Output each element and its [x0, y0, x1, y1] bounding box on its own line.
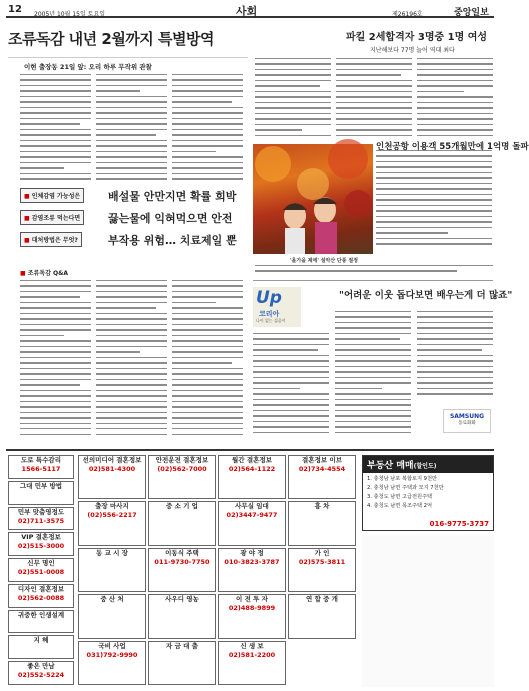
realestate-items	[363, 473, 493, 513]
classified-ad-phone: 02)734-4554	[298, 465, 346, 473]
qa-col-1	[20, 280, 91, 438]
classified-ad-phone: 02)552-5224	[17, 671, 65, 680]
lead-body-col-3	[172, 74, 243, 182]
promo-col-2	[335, 311, 411, 437]
classified-ad-title: 월간 결혼정보	[232, 456, 272, 464]
lead-body-col-1	[20, 74, 91, 182]
edition-number: 제26196호	[392, 11, 423, 18]
classified-left-column	[8, 455, 74, 687]
classified-ad-mid	[218, 455, 286, 499]
realestate-item-2: 2. 충청남 남면 주택과 모지 7천만	[367, 485, 444, 491]
qa-col-3	[172, 280, 243, 438]
page-number: 12	[8, 4, 22, 15]
issue-date: 2005년 10월 15일 토요일	[34, 11, 106, 18]
callout-answer-3: 부작용 위험… 치료제일 뿐	[108, 234, 237, 247]
classified-ad-mid	[288, 594, 356, 638]
samsung-logo: SAMSUNG	[449, 413, 485, 420]
classified-ad-title: 귀중한 인생설계	[17, 610, 65, 619]
classified-ad-title: 사우디 영농	[165, 595, 199, 604]
classified-ad-title: 선의미디어 결혼정보	[82, 456, 142, 464]
classified-ad-left	[8, 481, 74, 505]
classified-mid-grid	[78, 455, 358, 687]
classified-ad-phone: 02)3447-9477	[226, 511, 278, 520]
classified-ad-phone: (02)556-2217	[87, 511, 137, 520]
classified-ad-phone: 02)575-3811	[298, 557, 346, 566]
classified-ad-left	[8, 610, 74, 634]
classified-ad-phone: 02)515-3000	[17, 542, 65, 551]
callout-answer-2: 끓는물에 익혀먹으면 안전	[108, 212, 233, 225]
classified-ad-title: 디자인 결혼정보	[17, 584, 65, 593]
photo-caption-text	[255, 265, 493, 275]
page-header	[6, 2, 494, 18]
classified-ad-mid	[288, 455, 356, 499]
classified-ad-phone: 010-3823-3787	[224, 557, 280, 566]
classified-ad-mid	[78, 594, 146, 638]
up-logo-tagline: 나이 없는 젊음이	[256, 318, 286, 323]
photo-side-caption	[376, 150, 494, 250]
samsung-sub: 동료화화	[458, 421, 476, 426]
promo-col-1	[253, 333, 329, 437]
realestate-ad	[362, 455, 494, 531]
classified-ad-mid	[78, 455, 146, 499]
classified-ad-phone: 02)564-1122	[228, 465, 276, 473]
classified-ad-title: 사무실 임대	[235, 502, 269, 511]
right-story-2-headline: 인천공항 이용객 55개월만에 1억명 돌파	[376, 142, 529, 152]
realestate-item-3: 3. 충청도 남면 고급전원주택	[367, 494, 433, 500]
classified-ad-left	[8, 507, 74, 531]
paper-name: 중앙일보	[454, 8, 489, 18]
classified-ad-left	[8, 558, 74, 582]
classified-ad-title: VIP 결혼정보	[21, 533, 61, 542]
classified-ad-mid	[218, 594, 286, 638]
callout-bullet-2: ■ 감염조류 먹는다면	[20, 210, 84, 225]
classified-ad-title: 도로 특수감리	[21, 456, 61, 464]
callout-bullet-3-text: 대처방법은 무엇?	[31, 237, 78, 244]
realestate-title	[363, 456, 493, 473]
callout-bullet-3: ■ 대처방법은 무엇?	[20, 232, 82, 247]
photo-caption-title: '올가을 제에' 설악산 단풍 절정	[290, 258, 358, 264]
qa-label-text: 조류독감 Q&A	[27, 270, 69, 277]
right-story-1-col-2	[336, 58, 412, 138]
classified-ad-phone: 02)581-4300	[88, 465, 136, 473]
section-title: 사회	[236, 5, 258, 18]
realestate-title-text: 부동산 매매	[367, 461, 414, 471]
classified-ad-left	[8, 532, 74, 556]
right-story-1-subhead: 지난해보다 77명 늘어 역대 최다	[370, 47, 455, 54]
classified-ad-title: 흥 차	[314, 502, 330, 511]
autumn-photo	[253, 144, 373, 254]
classified-ad-left	[8, 584, 74, 608]
realestate-phone: 016-9775-3737	[429, 520, 489, 528]
classified-ad-title: 광 야 정	[240, 548, 264, 557]
classified-ad-phone: 02)488-9899	[228, 604, 276, 613]
classified-ad-left	[8, 455, 74, 479]
classified-ad-title: 출장 마사지	[95, 502, 129, 511]
classified-ad-mid	[148, 501, 216, 545]
classified-ad-mid	[78, 501, 146, 545]
callout-answer-1: 배설물 안만지면 확률 희박	[108, 190, 237, 203]
lead-headline-block	[8, 28, 248, 58]
classified-ad-mid	[288, 548, 356, 592]
blank-ad-space	[362, 535, 494, 687]
classified-ad-phone: 02)711-3575	[17, 516, 65, 525]
qa-col-2	[96, 280, 167, 438]
classified-ad-mid	[148, 641, 216, 685]
classified-ad-mid	[218, 641, 286, 685]
classified-ad-title: 좋은 만남	[27, 662, 55, 671]
up-logo-big: Up	[256, 288, 282, 308]
classified-ad-phone: 02)581-2200	[228, 650, 276, 659]
classified-ad-phone: 1566-5117	[21, 465, 61, 473]
classified-ad-title: 지 혜	[33, 636, 49, 645]
realestate-item-4: 4. 충청도 남면 목조주택 2억	[367, 503, 432, 509]
classified-ad-title: 이동식 주택	[165, 548, 199, 557]
classified-ad-left	[8, 635, 74, 659]
side-caption-lines	[376, 150, 492, 250]
classified-ad-title: 연 합 중 개	[306, 595, 338, 604]
classified-ad-mid	[218, 501, 286, 545]
classified-ad-title: 자 금 대 출	[166, 641, 198, 650]
right-story-1-headline: 파킬 2세합격자 3명중 1명 여성	[346, 32, 488, 43]
classified-ad-phone: 011-9730-7750	[154, 557, 210, 566]
lead-body-col-2	[96, 74, 167, 182]
up-korea-logo	[253, 287, 301, 327]
classified-ad-title: 중 소 기 업	[166, 502, 198, 511]
classified-ad-mid	[218, 548, 286, 592]
classified-ad-title: 중 산 처	[100, 595, 124, 604]
classified-ad-phone: 02)551-0008	[17, 568, 65, 577]
classified-ad-title: 결혼정보 이브	[302, 456, 342, 464]
classified-ad-mid	[148, 594, 216, 638]
qa-label: ■ 조류독감 Q&A	[20, 270, 69, 277]
classified-ad-mid	[148, 548, 216, 592]
classified-ad-mid	[78, 641, 146, 685]
classified-ad-mid	[78, 548, 146, 592]
classified-ad-phone: 031)792-9990	[86, 650, 138, 659]
realestate-title-sub: (할인도)	[413, 463, 437, 470]
up-logo-small: 코리아	[259, 310, 280, 318]
callout-bullet-1-text: 인체감염 가능성은	[31, 193, 81, 200]
classified-ad-mid	[148, 455, 216, 499]
classified-ad-title: 동 교 시 장	[96, 548, 128, 557]
classified-ad-left	[8, 661, 74, 685]
classified-ad-title: 이 전 투 자	[236, 595, 268, 604]
classified-ad-mid	[288, 501, 356, 545]
right-story-1-col-1	[255, 58, 331, 138]
classified-ad-title: 그대 민부 방법	[19, 481, 63, 490]
callout-bullets	[20, 188, 105, 260]
promo-col-3	[417, 311, 493, 401]
lead-byline: 이현 출장동 21일 앞: 오리 하루 무작위 관찰	[24, 63, 152, 71]
samsung-ad	[443, 409, 491, 433]
classified-ad-phone: 02)562-0088	[17, 593, 65, 602]
classified-ad-title: 신무 명인	[27, 559, 55, 568]
right-story-1-col-3	[417, 58, 493, 138]
promo-box	[253, 280, 513, 440]
realestate-item-1: 1. 충청남 남포 복합토지 9천만	[367, 476, 437, 482]
classified-ad-title: 민부 맞춤영정도	[17, 507, 65, 516]
classified-ad-title: 신 생 보	[240, 641, 264, 650]
callout-answers	[108, 186, 248, 252]
callout-bullet-1: ■ 인체감염 가능성은	[20, 188, 84, 203]
promo-quote: "어려운 이웃 돕다보면 배우는게 더 많죠"	[339, 290, 513, 301]
classified-ad-title: 국비 사업	[98, 641, 126, 650]
classified-ad-phone: (02)562-7000	[157, 465, 207, 473]
lead-headline: 조류독감 내년 2월까지 특별방역	[8, 30, 214, 48]
classified-ad-title: 안전운전 결혼정보	[155, 456, 209, 464]
classified-ad-title: 가 인	[314, 548, 330, 557]
photo-scene	[253, 144, 373, 254]
callout-bullet-2-text: 감염조류 먹는다면	[31, 215, 81, 222]
